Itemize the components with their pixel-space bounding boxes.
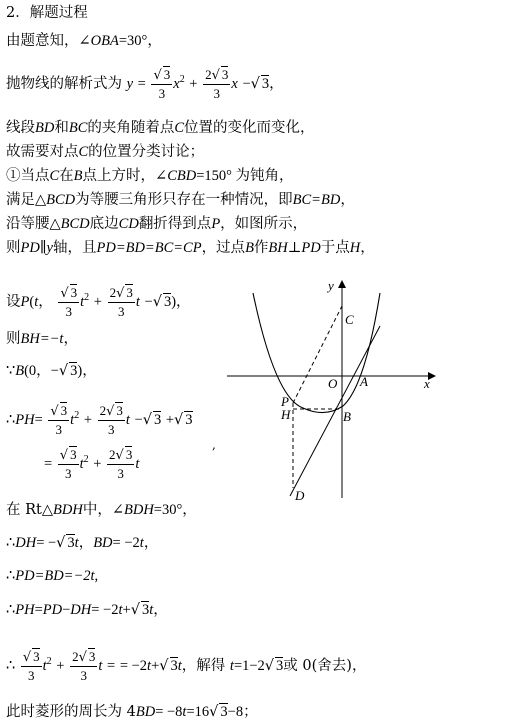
label-p: P <box>281 394 289 409</box>
v: B <box>15 363 25 379</box>
t: ， <box>176 294 191 310</box>
geometry-figure <box>225 278 440 503</box>
t: = −2 <box>119 658 148 674</box>
v: BD <box>93 535 113 551</box>
plus: + <box>56 658 65 674</box>
t: = −2 <box>91 602 119 618</box>
coef: 2 <box>109 447 116 462</box>
t: 沿等腰△ <box>6 216 61 232</box>
v: B <box>73 168 83 184</box>
frac: $\frac{√ 3}{3}$ <box>50 403 68 437</box>
t: 作 <box>253 240 269 256</box>
plus: + <box>189 76 198 92</box>
t: 点上方时，∠ <box>82 168 168 184</box>
label-h: H <box>281 407 291 422</box>
sqrt: 3 <box>163 294 172 310</box>
sqrt: 3 <box>153 412 162 428</box>
frac-2sqrt3-over-3: $\frac{2√ 3}{3}$ <box>205 67 229 101</box>
t: ， <box>181 658 197 674</box>
sqrt: 3 <box>125 447 133 462</box>
eq: = <box>137 76 146 92</box>
section-title: 2．解题过程 <box>6 5 88 21</box>
t: 解得 <box>196 658 226 674</box>
t: ( <box>29 294 35 310</box>
v: P <box>211 216 221 232</box>
t: 和 <box>54 120 69 136</box>
v: DH <box>70 602 92 618</box>
v: PD <box>301 240 321 256</box>
t: 在 <box>59 168 74 184</box>
v: BC=BD <box>292 192 341 208</box>
v: t <box>135 456 140 472</box>
sqrt: 3 <box>116 403 123 418</box>
t: = −8 <box>155 704 183 720</box>
line-angle-oba <box>6 32 162 50</box>
den: 3 <box>27 668 35 683</box>
t: 位置的变化而变化， <box>184 120 315 136</box>
v: t <box>98 658 103 674</box>
v: BCD <box>46 192 76 208</box>
sup: 2 <box>179 74 185 86</box>
v: t <box>74 535 79 551</box>
v: t <box>118 602 123 618</box>
t: 线段 <box>6 120 35 136</box>
t: + <box>122 602 131 618</box>
t: = − <box>36 535 57 551</box>
eq: = <box>107 658 116 674</box>
t: 翻折得到点 <box>138 216 212 232</box>
v: t <box>79 456 84 472</box>
t: 于点 <box>320 240 350 256</box>
t: 设 <box>6 294 21 310</box>
t: ∴ <box>6 568 16 584</box>
t: = <box>34 412 43 428</box>
t: ，过点 <box>201 240 246 256</box>
t: ) <box>171 294 177 310</box>
sqrt: 3 <box>170 658 178 674</box>
sqrt: 3 <box>70 363 78 379</box>
v: t <box>42 658 47 674</box>
v: y <box>46 240 53 256</box>
line-bd <box>290 326 380 496</box>
v: DH <box>15 535 37 551</box>
v: PH <box>15 602 35 618</box>
sqrt: 3 <box>126 285 133 300</box>
label-o: O <box>328 376 338 391</box>
line-set-p: 设P(t， $\frac{√ 3}{3}$ $t^2$ + $\frac{2√ 3}{3}$ t −√ 3)， <box>6 285 191 319</box>
sqrt: 3 <box>261 76 270 92</box>
label-c: C <box>345 312 354 327</box>
line-ph-1: ∴PH= $\frac{√ 3}{3}$ $t^2$ + $\frac{2√ 3}{3}$ t −√ 3 +√ 3 <box>6 403 193 437</box>
text: ， <box>269 76 284 92</box>
t: 的位置分类讨论； <box>88 144 205 160</box>
v: PD <box>42 602 63 618</box>
minus: − <box>242 76 251 92</box>
coef: 2 <box>205 67 212 82</box>
sqrt: 3 <box>163 67 171 82</box>
sqrt: 3 <box>185 412 193 428</box>
sqrt: 3 <box>33 649 40 664</box>
t: 的夹角随着点 <box>87 120 175 136</box>
v: t <box>149 602 154 618</box>
coef: 2 <box>109 285 117 300</box>
t: 则 <box>6 240 21 256</box>
t: =150° 为钝角， <box>196 168 294 184</box>
den: 3 <box>117 466 124 481</box>
sqrt: 3 <box>276 658 284 674</box>
label-a: A <box>360 374 368 389</box>
var: OBA <box>90 33 119 49</box>
t: 故需要对点 <box>6 144 79 160</box>
sqrt: 3 <box>141 602 150 618</box>
sup: 2 <box>46 656 52 668</box>
t: −8； <box>227 704 258 720</box>
t: = <box>34 602 43 618</box>
den: 3 <box>80 668 87 683</box>
frac: $\frac{2√ 3}{3}$ <box>109 447 133 481</box>
frac: $\frac{√ 3}{3}$ <box>59 447 77 481</box>
sqrt: 3 <box>60 403 68 418</box>
label-d: D <box>295 488 305 503</box>
frac: $\frac{2√ 3}{3}$ <box>72 649 96 683</box>
den: 3 <box>117 304 125 319</box>
sup: 2 <box>84 292 90 304</box>
sqrt: 3 <box>221 67 229 82</box>
t: 或 0(舍去)， <box>283 658 367 674</box>
den: 3 <box>64 466 72 481</box>
line-perimeter: 此时菱形的周长为 4BD= −8t=16√ 3−8； <box>6 704 258 720</box>
t: ， <box>360 240 375 256</box>
v: BH <box>268 240 288 256</box>
line-pd-eq <box>6 567 98 585</box>
line-isosceles <box>6 191 355 209</box>
v: CBD <box>167 168 197 184</box>
v: BDH <box>53 502 83 518</box>
v: BH=−t <box>20 331 64 347</box>
t: 满足△ <box>6 192 47 208</box>
v: C <box>49 168 60 184</box>
v: CD <box>118 216 139 232</box>
v: t <box>34 294 39 310</box>
v: t <box>177 658 182 674</box>
t: )， <box>77 363 97 379</box>
t: ∴ <box>6 602 16 618</box>
v: PD=BD=BC=CP <box>96 240 202 256</box>
t: 则 <box>6 331 21 347</box>
line-bd-bc <box>6 119 315 137</box>
t: 此时菱形的周长为 4 <box>6 704 136 720</box>
label-b: B <box>343 409 351 424</box>
t: ，如图所示， <box>220 216 308 232</box>
t: − <box>62 602 71 618</box>
plus: + <box>83 412 92 428</box>
var-y: y <box>126 76 134 92</box>
line-point-b: ∵B(0，−√ 3)， <box>6 363 97 379</box>
den: 3 <box>158 86 166 101</box>
v: t <box>70 412 75 428</box>
t: ， <box>340 192 355 208</box>
sqrt: 3 <box>67 535 75 551</box>
sqrt: 3 <box>70 285 78 300</box>
sup: 2 <box>83 454 89 466</box>
v: t <box>147 658 152 674</box>
v: PD <box>20 240 40 256</box>
line-bh <box>6 330 78 348</box>
t: 轴，且 <box>52 240 97 256</box>
v: t <box>139 535 144 551</box>
v: BD <box>35 120 55 136</box>
line-fold <box>6 215 307 233</box>
t: ， <box>63 331 78 347</box>
t: ， <box>153 602 168 618</box>
line-parabola: 抛物线的解析式为 y = $\frac{√ 3}{3}$ $x^2$ + $\frac{2√ 3}{3}$ x −√ 3， <box>6 67 284 101</box>
plus: + <box>151 658 160 674</box>
plus: + <box>93 294 102 310</box>
t: 在 Rt△ <box>6 502 54 518</box>
label-y: y <box>328 278 334 293</box>
t: ⊥ <box>287 240 302 256</box>
t: ∥ <box>39 240 47 256</box>
line-dh-bd: ∴DH= −√ 3t，BD= −2t， <box>6 535 159 551</box>
t: ∵ <box>6 363 16 379</box>
line-rt-triangle <box>6 501 197 519</box>
plus: + <box>93 456 102 472</box>
sup: 2 <box>74 410 80 422</box>
minus: − <box>144 294 153 310</box>
t: ∴ <box>6 658 16 674</box>
v: BCD <box>60 216 90 232</box>
den: 3 <box>108 422 115 437</box>
t: ①当点 <box>6 168 50 184</box>
t: =16 <box>186 704 210 720</box>
label-x: x <box>424 376 430 391</box>
t: ， <box>38 294 53 310</box>
minus: − <box>134 412 143 428</box>
v: C <box>174 120 185 136</box>
line-case1 <box>6 167 294 185</box>
sqrt: 3 <box>220 704 228 720</box>
t: ， <box>78 535 94 551</box>
v: t <box>125 412 130 428</box>
frac: $\frac{√ 3}{3}$ <box>60 285 78 319</box>
v: P <box>20 294 30 310</box>
v: BD <box>135 704 156 720</box>
text: 抛物线的解析式为 <box>6 76 122 92</box>
den: 3 <box>213 86 220 101</box>
plus: + <box>165 412 175 428</box>
t: ， <box>143 535 159 551</box>
v: t <box>135 294 140 310</box>
t: 为等腰三角形只存在一种情况，即 <box>75 192 293 208</box>
frac-sqrt3-over-3: $\frac{√ 3}{3}$ <box>153 67 171 101</box>
line-solve: ∴ $\frac{√ 3}{3}$ $t^2$ + $\frac{2√ 3}{3}$ t = = −2t+√ 3t，解得 t=1−2√ 3或 0(舍去)， <box>6 649 367 683</box>
v: BC <box>68 120 88 136</box>
sqrt: 3 <box>88 649 96 664</box>
coef: 2 <box>72 649 79 664</box>
v: B <box>245 240 254 256</box>
text: 由题意知，∠ <box>6 33 91 49</box>
v: H <box>349 240 361 256</box>
line-classify <box>6 143 204 161</box>
var-x: x <box>173 76 180 92</box>
t: =30°， <box>153 502 197 518</box>
v: BDH <box>123 502 154 518</box>
sqrt: 3 <box>70 447 77 462</box>
text: =30°， <box>118 33 162 49</box>
line-ph-eq: ∴PH=PD−DH= −2t+√ 3t， <box>6 602 168 618</box>
frac: $\frac{√ 3}{3}$ <box>22 649 40 683</box>
t: ∴ <box>6 535 16 551</box>
stray-comma: , <box>212 438 216 452</box>
v: C <box>78 144 89 160</box>
line-ph-2 <box>44 446 139 482</box>
v: PH <box>15 412 35 428</box>
t: (0，− <box>24 363 59 379</box>
den: 3 <box>55 422 63 437</box>
var-x: x <box>231 76 238 92</box>
eq: = <box>44 456 53 472</box>
frac: $\frac{2√ 3}{3}$ <box>109 285 133 319</box>
t: = −2 <box>112 535 140 551</box>
t: ∴ <box>6 412 16 428</box>
v: PD=BD=−2t <box>15 568 95 584</box>
den: 3 <box>65 304 72 319</box>
parabola-curve <box>253 293 380 413</box>
v: t <box>182 704 187 720</box>
v: t <box>80 294 85 310</box>
t: =1−2 <box>233 658 265 674</box>
frac: $\frac{2√ 3}{3}$ <box>99 403 123 437</box>
line-pd-parallel <box>6 239 375 257</box>
t: 底边 <box>89 216 119 232</box>
t: 中，∠ <box>82 502 124 518</box>
t: , <box>94 568 99 584</box>
v: t <box>229 658 234 674</box>
coef: 2 <box>99 403 107 418</box>
